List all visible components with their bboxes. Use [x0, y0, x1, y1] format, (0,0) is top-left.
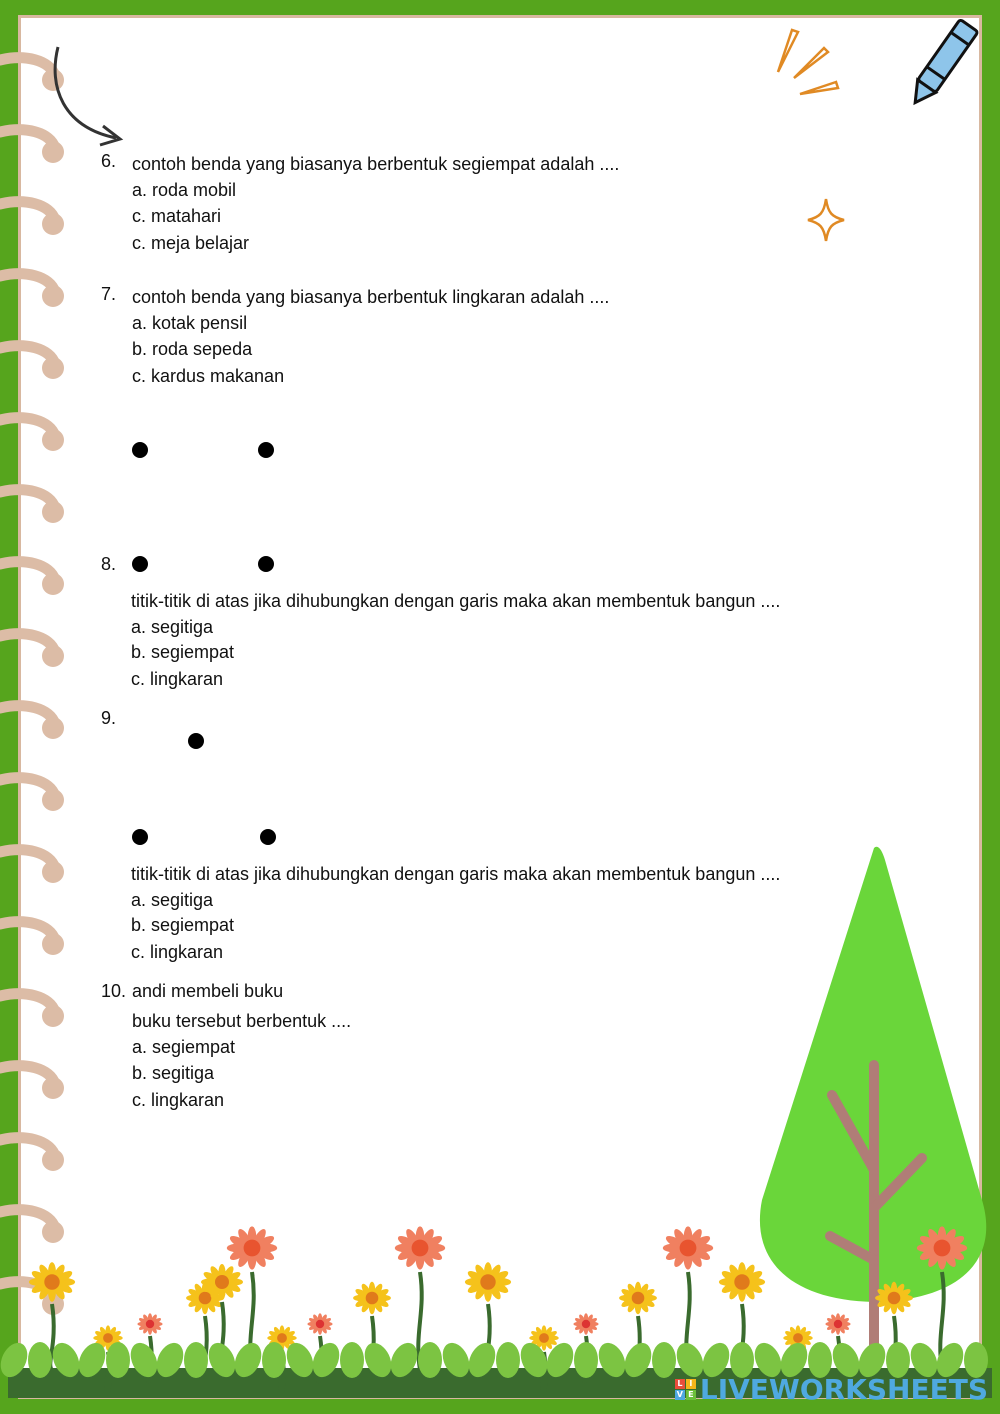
leaf	[184, 1342, 208, 1378]
leaf	[574, 1342, 598, 1378]
question-number: 6.	[101, 151, 117, 171]
answer-option[interactable]: a. kotak pensil	[132, 313, 248, 333]
leaf	[28, 1342, 52, 1378]
question-number: 10.	[101, 981, 127, 1001]
curved-arrow-icon	[48, 42, 128, 147]
binding-ring	[0, 1132, 66, 1174]
flower-center	[888, 1292, 901, 1305]
leaf	[340, 1342, 364, 1378]
dot	[188, 733, 204, 749]
question-text-continued: buku tersebut berbentuk ....	[132, 1011, 352, 1031]
brand-name: LIVEWORKSHEETS	[699, 1373, 988, 1406]
flower-center	[366, 1292, 379, 1305]
leaf	[262, 1342, 286, 1378]
leaf	[652, 1342, 676, 1378]
question-text: titik-titik di atas jika dihubungkan dengan garis maka akan membentuk bangun ....	[131, 591, 781, 611]
answer-option[interactable]: a. segitiga	[131, 617, 214, 637]
dot	[132, 556, 148, 572]
answer-option[interactable]: c. kardus makanan	[132, 366, 285, 386]
answer-option[interactable]: b. segitiga	[132, 1063, 215, 1083]
flower-center	[44, 1274, 59, 1289]
answer-option[interactable]: a. segitiga	[131, 890, 214, 910]
dot	[132, 829, 148, 845]
answer-option[interactable]: b. segiempat	[131, 915, 235, 935]
dot	[258, 556, 274, 572]
flower-center	[215, 1275, 229, 1289]
liveworksheets-logo	[675, 1373, 988, 1406]
flower-center	[539, 1333, 549, 1343]
flower-center	[734, 1274, 749, 1289]
answer-option[interactable]: a. roda mobil	[132, 180, 237, 200]
binding-ring	[0, 844, 66, 886]
flower-center	[480, 1274, 495, 1289]
flower-center	[793, 1333, 803, 1343]
flower-center	[412, 1240, 429, 1257]
binding-ring	[0, 484, 66, 526]
crayon-icon	[900, 4, 990, 116]
binding-ring	[0, 412, 66, 454]
question-number: 8.	[101, 554, 117, 574]
dot	[132, 442, 148, 458]
binding-ring	[0, 916, 66, 958]
question-text: contoh benda yang biasanya berbentuk lingkaran adalah ....	[132, 287, 610, 307]
answer-option[interactable]: c. lingkaran	[131, 942, 224, 962]
leaf	[418, 1342, 442, 1378]
flower-center	[632, 1292, 645, 1305]
dot	[260, 829, 276, 845]
answer-option[interactable]: b. roda sepeda	[132, 339, 253, 359]
dot	[258, 442, 274, 458]
binding-ring	[0, 196, 66, 238]
question-number: 7.	[101, 284, 117, 304]
flower-center	[934, 1240, 951, 1257]
flower-center	[244, 1240, 261, 1257]
answer-option[interactable]: c. lingkaran	[131, 669, 224, 689]
four-point-star-icon	[806, 197, 846, 243]
binding-ring	[0, 340, 66, 382]
binding-ring	[0, 1060, 66, 1102]
binding-ring	[0, 700, 66, 742]
question-text: andi membeli buku	[132, 981, 284, 1001]
binding-ring	[0, 556, 66, 598]
sparkle-lines-icon	[772, 26, 842, 101]
answer-option[interactable]: c. matahari	[132, 206, 222, 226]
binding-ring	[0, 628, 66, 670]
flower-center	[316, 1320, 324, 1328]
binding-ring	[0, 268, 66, 310]
flower-center	[146, 1320, 154, 1328]
answer-option[interactable]: a. segiempat	[132, 1037, 236, 1057]
binding-ring	[0, 772, 66, 814]
flower-center	[582, 1320, 590, 1328]
question-text: contoh benda yang biasanya berbentuk segiempat adalah ....	[132, 154, 620, 174]
logo-mark: L I V E	[675, 1379, 696, 1400]
binding-ring	[0, 988, 66, 1030]
flower-center	[680, 1240, 697, 1257]
question-text: titik-titik di atas jika dihubungkan dengan garis maka akan membentuk bangun ....	[131, 864, 781, 884]
answer-option[interactable]: c. meja belajar	[132, 233, 250, 253]
question-number: 9.	[101, 708, 117, 728]
answer-option[interactable]: c. lingkaran	[132, 1090, 225, 1110]
flower-center	[103, 1333, 113, 1343]
leaf	[496, 1342, 520, 1378]
flower-center	[834, 1320, 842, 1328]
answer-option[interactable]: b. segiempat	[131, 642, 235, 662]
flower-center	[199, 1292, 212, 1305]
flower-center	[277, 1333, 287, 1343]
leaf	[106, 1342, 130, 1378]
